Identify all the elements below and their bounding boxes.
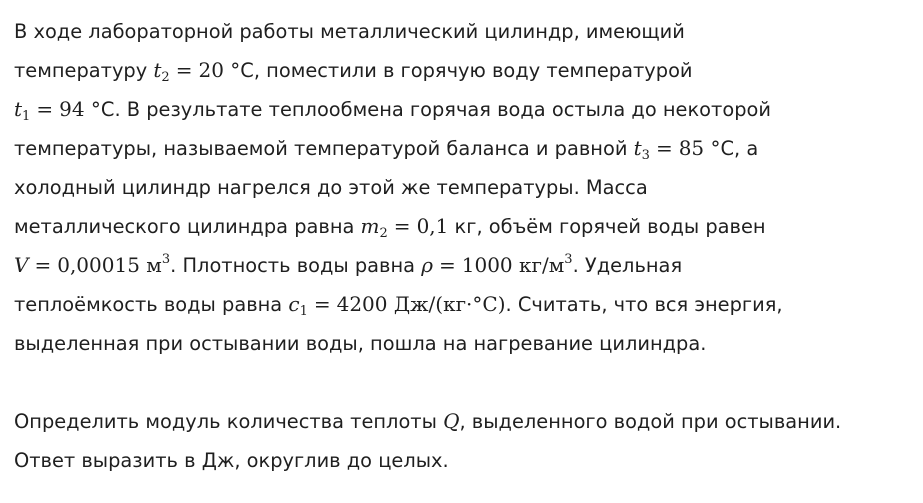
math-symbol: t [153, 58, 162, 82]
math-operator [36, 97, 53, 121]
text-run: холодный цилиндр нагрелся до этой же температуры. Масса [14, 176, 648, 199]
math-value [85, 97, 101, 121]
problem-line [14, 168, 914, 207]
math-variable [360, 214, 388, 241]
text-run: . Плотность воды равна [170, 254, 422, 277]
question-line [14, 402, 914, 441]
math-value [462, 253, 513, 277]
problem-line [14, 324, 914, 363]
math-superscript: 3 [564, 252, 573, 267]
question-line [14, 441, 914, 480]
math-symbol: c [288, 292, 300, 316]
math-symbol: 94 [59, 97, 85, 121]
text-run: . Удельная [572, 254, 683, 277]
problem-line [14, 12, 914, 51]
math-variable [153, 58, 170, 85]
text-run: температуру [14, 59, 154, 82]
math-variable [443, 409, 459, 433]
math-subscript: 2 [379, 226, 388, 241]
math-operator [314, 292, 331, 316]
math-symbol: = [313, 292, 331, 316]
math-symbol: 0,1 [416, 214, 449, 238]
math-operator [176, 58, 193, 82]
problem-line [14, 285, 914, 324]
text-run: выделенная при остывании воды, пошла на нагревание цилиндра. [14, 332, 707, 355]
math-value [704, 136, 720, 160]
text-run: температуры, называемой температурой баланса и равной [14, 137, 634, 160]
math-operator [656, 136, 673, 160]
math-symbol: Дж/(кг·°С) [387, 292, 506, 316]
math-value [59, 97, 84, 121]
math-variable [421, 253, 433, 277]
math-symbol: ° [704, 136, 721, 160]
math-value [388, 292, 506, 316]
math-symbol: м [139, 253, 162, 277]
math-variable [288, 292, 308, 319]
problem-line [14, 129, 914, 168]
text-run: C, а [720, 137, 759, 160]
problem-line [14, 246, 914, 285]
text-run: , выделенного водой при остывании. [459, 410, 842, 433]
math-symbol: = [36, 97, 54, 121]
math-symbol: 85 [678, 136, 705, 160]
math-subscript: 1 [299, 304, 308, 319]
paragraph-gap [14, 363, 914, 402]
math-symbol: кг/м [512, 253, 565, 277]
problem-line [14, 90, 914, 129]
question-statement [14, 402, 914, 480]
math-subscript: 2 [161, 70, 170, 85]
problem-statement [14, 12, 914, 363]
text-run: Ответ выразить в Дж, округлив до целых. [14, 449, 449, 472]
task-document [14, 12, 914, 480]
math-operator [439, 253, 456, 277]
text-run: C. В результате теплообмена горячая вода остыла до некоторой [100, 98, 771, 121]
math-symbol: 1000 [461, 253, 513, 277]
math-symbol: t [14, 97, 23, 121]
problem-line [14, 51, 914, 90]
math-superscript: 3 [161, 252, 171, 267]
math-symbol: ° [84, 97, 101, 121]
math-symbol: Q [443, 409, 460, 433]
text-run: теплоёмкость воды равна [14, 293, 289, 316]
math-variable [14, 97, 31, 124]
math-symbol: = [175, 58, 193, 82]
text-run: C, поместили в горячую воду температурой [240, 59, 693, 82]
text-run: кг, объём горячей воды равен [448, 215, 766, 238]
math-symbol: = [438, 253, 456, 277]
math-symbol: m [360, 214, 380, 238]
math-symbol: t [633, 136, 642, 160]
math-symbol: 4200 [336, 292, 388, 316]
problem-line [14, 207, 914, 246]
math-value [57, 253, 140, 277]
math-variable [14, 253, 28, 277]
math-symbol: 20 [198, 58, 224, 82]
text-run: Определить модуль количества теплоты [14, 410, 444, 433]
math-subscript: 1 [22, 109, 31, 124]
math-subscript: 3 [641, 148, 650, 163]
math-symbol: ρ [421, 253, 433, 277]
math-symbol: V [14, 253, 29, 277]
text-run: металлического цилиндра равна [14, 215, 361, 238]
text-run: В ходе лабораторной работы металлический цилиндр, имеющий [14, 20, 685, 43]
math-symbol: 0,00015 [57, 253, 140, 277]
math-symbol: = [34, 253, 52, 277]
math-operator [394, 214, 411, 238]
math-symbol: = [393, 214, 411, 238]
math-value [679, 136, 704, 160]
math-value [337, 292, 388, 316]
math-value [140, 253, 170, 277]
math-variable [633, 136, 650, 163]
math-value [224, 58, 240, 82]
math-value [513, 253, 573, 277]
math-value [417, 214, 449, 238]
math-value [198, 58, 223, 82]
math-operator [34, 253, 51, 277]
text-run: . Считать, что вся энергия, [505, 293, 783, 316]
math-symbol: = [655, 136, 673, 160]
math-symbol: ° [223, 58, 241, 82]
